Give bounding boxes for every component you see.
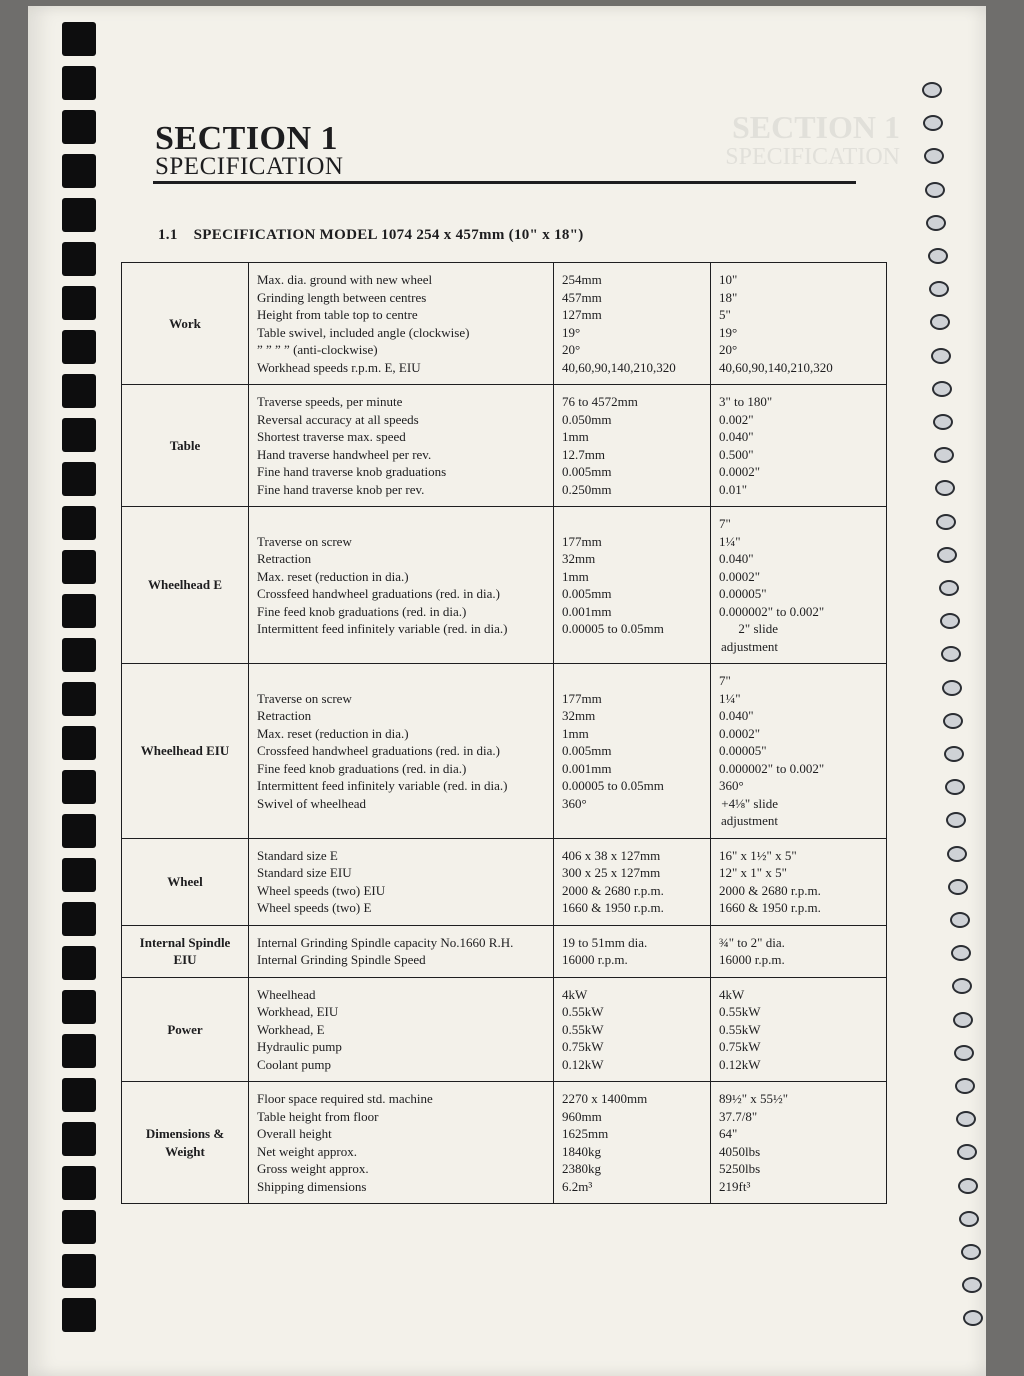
binding-ring	[939, 580, 959, 596]
binding-ring	[925, 182, 945, 198]
spec-item: Reversal accuracy at all speeds	[257, 411, 419, 427]
binding-slot	[62, 462, 96, 496]
spec-metric-value: 254mm	[562, 272, 602, 287]
spec-items-cell	[249, 507, 554, 664]
binding-slot	[62, 1122, 96, 1156]
spec-section-row	[122, 838, 887, 925]
binding-slot	[62, 858, 96, 892]
spec-imperial-value: 0.75kW	[719, 1039, 761, 1054]
spec-metric-value: 360°	[562, 795, 587, 811]
binding-ring	[937, 547, 957, 563]
spec-metric-value: 406 x 38 x 127mm	[562, 847, 661, 863]
spec-items-cell	[249, 263, 554, 385]
spec-item: Intermittent feed infinitely variable (red. in dia.)	[257, 778, 508, 793]
show-through-text	[690, 109, 900, 172]
spec-metric-cell	[554, 925, 711, 977]
spec-item: Internal Grinding Spindle Speed	[257, 952, 426, 967]
spec-imperial-value: 64"	[719, 1126, 738, 1141]
spec-metric-value: 300 x 25 x 127mm	[562, 865, 661, 880]
spec-item: Fine hand traverse knob graduations	[257, 464, 447, 479]
spec-metric-value: 1660 & 1950 r.p.m.	[562, 900, 664, 915]
binding-slot	[62, 22, 96, 56]
spec-imperial-value: 0.040"	[719, 551, 754, 566]
spec-item: Swivel of wheelhead	[257, 795, 367, 811]
spec-imperial-cell	[711, 507, 887, 664]
spec-imperial-value: 4050lbs	[719, 1143, 761, 1159]
spec-imperial-value: 0.0002"	[719, 464, 761, 479]
binding-slot	[62, 682, 96, 716]
binding-ring	[932, 381, 952, 397]
spec-imperial-value: 0.00005"	[719, 743, 767, 758]
binding-ring	[933, 414, 953, 430]
spec-category: Wheel	[122, 838, 249, 925]
spec-imperial-cell	[711, 263, 887, 385]
binding-ring	[930, 314, 950, 330]
binding-ring	[929, 281, 949, 297]
spec-imperial-value: 1660 & 1950 r.p.m.	[719, 900, 821, 915]
spec-imperial-value: 5"	[719, 307, 731, 322]
spec-section-row	[122, 977, 887, 1082]
binding-slot	[62, 66, 96, 100]
title-divider	[153, 181, 856, 184]
spec-metric-value: 1mm	[562, 725, 589, 741]
spec-category: Table	[122, 385, 249, 507]
spec-item: Height from table top to centre	[257, 307, 418, 322]
ghost-section-title: SECTION 1	[731, 109, 900, 145]
spec-imperial-value: ¾" to 2" dia.	[719, 934, 785, 950]
binding-ring	[951, 945, 971, 961]
spec-imperial-value: 20°	[719, 342, 738, 357]
spec-metric-value: 2270 x 1400mm	[562, 1091, 648, 1106]
spec-heading	[158, 227, 584, 244]
binding-ring	[954, 1045, 974, 1061]
binding-ring	[952, 978, 972, 994]
binding-slot	[62, 726, 96, 760]
binding-slot	[62, 594, 96, 628]
spec-category: Wheelhead EIU	[122, 664, 249, 839]
spec-heading-number: 1.1	[158, 227, 178, 243]
spec-imperial-value: 16000 r.p.m.	[719, 952, 785, 967]
binding-ring	[955, 1078, 975, 1094]
spec-imperial-value: 0.12kW	[719, 1056, 761, 1072]
spec-imperial-value: 360°	[719, 778, 744, 793]
binding-ring	[943, 713, 963, 729]
binding-ring	[928, 248, 948, 264]
binding-slot	[62, 550, 96, 584]
binding-ring	[935, 480, 955, 496]
spec-imperial-value: 0.0002"	[719, 725, 761, 741]
spec-item: Max. dia. ground with new wheel	[257, 272, 433, 287]
spec-metric-value: 0.12kW	[562, 1056, 604, 1072]
slide-adjustment-note: 2" slide adjustment	[720, 621, 778, 654]
spec-item: Traverse on screw	[257, 533, 352, 549]
spec-imperial-value: 89½" x 55½"	[719, 1091, 789, 1106]
spec-item: Net weight approx.	[257, 1143, 358, 1159]
spec-imperial-value: 5250lbs	[719, 1161, 761, 1176]
spec-items-cell	[249, 385, 554, 507]
spec-item: Hand traverse handwheel per rev.	[257, 446, 432, 462]
binding-ring	[942, 680, 962, 696]
spec-category: Work	[122, 263, 249, 385]
spec-imperial-value: 0.55kW	[719, 1004, 761, 1019]
spec-item: Workhead, E	[257, 1021, 325, 1037]
binding-ring	[961, 1244, 981, 1260]
binding-slot	[62, 418, 96, 452]
spec-imperial-cell	[711, 838, 887, 925]
spec-category: Dimensions & Weight	[122, 1082, 249, 1204]
spec-item: Workhead, EIU	[257, 1004, 339, 1019]
binding-slot	[62, 1210, 96, 1244]
ghost-subtitle: SPECIFICATION	[725, 144, 900, 170]
spec-item: Crossfeed handwheel graduations (red. in dia.)	[257, 743, 500, 758]
spec-metric-cell	[554, 263, 711, 385]
spec-item: Wheel speeds (two) E	[257, 900, 372, 915]
spec-imperial-value: 16" x 1½" x 5"	[719, 847, 797, 863]
spec-metric-value: 457mm	[562, 289, 602, 305]
spec-imperial-value: 0.500"	[719, 446, 754, 462]
spec-metric-cell	[554, 1082, 711, 1204]
spec-metric-value: 1mm	[562, 568, 589, 584]
binding-slot	[62, 506, 96, 540]
binding-ring	[956, 1111, 976, 1127]
right-binding-rings	[912, 0, 1024, 1366]
binding-slot	[62, 1298, 96, 1332]
spec-item: Fine hand traverse knob per rev.	[257, 481, 425, 497]
spec-metric-value: 40,60,90,140,210,320	[562, 359, 676, 375]
binding-ring	[950, 912, 970, 928]
spec-imperial-value: 7"	[719, 516, 731, 531]
spec-item: Fine feed knob graduations (red. in dia.)	[257, 603, 467, 619]
binding-slot	[62, 1166, 96, 1200]
spec-imperial-value: 2000 & 2680 r.p.m.	[719, 882, 821, 898]
spec-item: Standard size EIU	[257, 865, 352, 880]
spec-metric-cell	[554, 977, 711, 1082]
spec-section-row	[122, 263, 887, 385]
spec-metric-value: 19°	[562, 324, 581, 340]
left-binding-comb	[0, 0, 100, 1366]
binding-slot	[62, 1034, 96, 1068]
binding-ring	[958, 1178, 978, 1194]
spec-metric-value: 0.005mm	[562, 464, 612, 479]
spec-items-cell	[249, 1082, 554, 1204]
spec-item: Overall height	[257, 1126, 332, 1141]
spec-item: Shipping dimensions	[257, 1178, 367, 1194]
spec-metric-value: 1625mm	[562, 1126, 609, 1141]
binding-slot	[62, 990, 96, 1024]
spec-item: Hydraulic pump	[257, 1039, 342, 1054]
slide-adjustment-note: +4⅛" slide adjustment	[720, 795, 778, 828]
page-subtitle: SPECIFICATION	[155, 153, 344, 180]
spec-metric-value: 16000 r.p.m.	[562, 952, 628, 967]
binding-ring	[946, 812, 966, 828]
binding-ring	[962, 1277, 982, 1293]
spec-item: Coolant pump	[257, 1056, 332, 1072]
binding-slot	[62, 638, 96, 672]
spec-item: Intermittent feed infinitely variable (red. in dia.)	[257, 621, 508, 636]
spec-metric-value: 1mm	[562, 429, 589, 444]
spec-metric-value: 32mm	[562, 551, 596, 566]
spec-imperial-value: 219ft³	[719, 1178, 751, 1194]
spec-category: Wheelhead E	[122, 507, 249, 664]
spec-imperial-cell	[711, 925, 887, 977]
spec-metric-value: 2380kg	[562, 1161, 601, 1176]
spec-metric-value: 960mm	[562, 1108, 602, 1124]
binding-ring	[940, 613, 960, 629]
spec-metric-value: 4kW	[562, 986, 588, 1002]
spec-item: Internal Grinding Spindle capacity No.1660 R.H.	[257, 934, 514, 950]
binding-slot	[62, 154, 96, 188]
spec-imperial-value: 0.01"	[719, 481, 748, 497]
binding-ring	[941, 646, 961, 662]
spec-items-cell	[249, 838, 554, 925]
spec-items-cell	[249, 664, 554, 839]
spec-items-cell	[249, 977, 554, 1082]
spec-item: Standard size E	[257, 847, 338, 863]
spec-metric-value: 32mm	[562, 708, 596, 723]
spec-imperial-value: 37.7/8"	[719, 1108, 758, 1124]
binding-ring	[924, 148, 944, 164]
spec-imperial-value: 0.55kW	[719, 1021, 761, 1037]
spec-metric-value: 1840kg	[562, 1143, 601, 1159]
binding-slot	[62, 814, 96, 848]
binding-slot	[62, 902, 96, 936]
spec-metric-value: 0.005mm	[562, 586, 612, 601]
spec-imperial-value: 0.00005"	[719, 586, 767, 601]
spec-metric-value: 0.55kW	[562, 1021, 604, 1037]
spec-metric-value: 177mm	[562, 690, 602, 706]
binding-ring	[947, 846, 967, 862]
spec-section-row	[122, 1082, 887, 1204]
spec-imperial-value: 3" to 180"	[719, 394, 773, 409]
spec-item: Grinding length between centres	[257, 289, 427, 305]
spec-metric-value: 76 to 4572mm	[562, 394, 638, 409]
binding-ring	[931, 348, 951, 364]
binding-slot	[62, 1078, 96, 1112]
spec-item: Retraction	[257, 551, 312, 566]
spec-metric-value: 0.75kW	[562, 1039, 604, 1054]
spec-metric-value: 0.00005 to 0.05mm	[562, 621, 664, 636]
spec-item: Max. reset (reduction in dia.)	[257, 725, 409, 741]
spec-section-row	[122, 385, 887, 507]
spec-section-row	[122, 664, 887, 839]
spec-metric-value: 19 to 51mm dia.	[562, 934, 648, 950]
spec-item: Table swivel, included angle (clockwise)	[257, 324, 470, 340]
spec-metric-value: 2000 & 2680 r.p.m.	[562, 882, 664, 898]
spec-imperial-value: 19°	[719, 324, 738, 340]
spec-imperial-cell	[711, 1082, 887, 1204]
spec-item: Floor space required std. machine	[257, 1091, 433, 1106]
spec-imperial-value: 40,60,90,140,210,320	[719, 359, 833, 375]
spec-imperial-cell	[711, 977, 887, 1082]
spec-metric-value: 12.7mm	[562, 446, 605, 462]
spec-metric-value: 0.250mm	[562, 481, 612, 497]
spec-item: Fine feed knob graduations (red. in dia.)	[257, 760, 467, 776]
spec-imperial-value: 10"	[719, 272, 738, 287]
spec-imperial-value: 18"	[719, 289, 738, 305]
spec-metric-cell	[554, 385, 711, 507]
binding-slot	[62, 242, 96, 276]
spec-metric-value: 0.001mm	[562, 603, 612, 619]
spec-metric-cell	[554, 838, 711, 925]
binding-slot	[62, 198, 96, 232]
binding-ring	[934, 447, 954, 463]
spec-items-cell	[249, 925, 554, 977]
spec-metric-cell	[554, 507, 711, 664]
binding-ring	[923, 115, 943, 131]
spec-section-row	[122, 507, 887, 664]
spec-section-row	[122, 925, 887, 977]
spec-imperial-value: 1¼"	[719, 533, 741, 549]
binding-slot	[62, 770, 96, 804]
binding-ring	[953, 1012, 973, 1028]
specification-table	[121, 262, 887, 1204]
spec-imperial-value: 4kW	[719, 986, 745, 1002]
spec-metric-value: 127mm	[562, 307, 602, 322]
spec-item: Crossfeed handwheel graduations (red. in dia.)	[257, 586, 500, 601]
binding-ring	[957, 1144, 977, 1160]
binding-ring	[948, 879, 968, 895]
spec-item: Wheel speeds (two) EIU	[257, 882, 386, 898]
binding-ring	[963, 1310, 983, 1326]
spec-imperial-value: 0.000002" to 0.002"	[719, 760, 825, 776]
spec-imperial-value: 0.040"	[719, 708, 754, 723]
spec-item: Traverse speeds, per minute	[257, 394, 403, 409]
page-title: SECTION 1	[155, 120, 339, 157]
spec-item: Wheelhead	[257, 986, 316, 1002]
spec-imperial-value: 0.0002"	[719, 568, 761, 584]
spec-item: Retraction	[257, 708, 312, 723]
binding-ring	[945, 779, 965, 795]
binding-ring	[959, 1211, 979, 1227]
binding-slot	[62, 286, 96, 320]
spec-metric-value: 0.001mm	[562, 760, 612, 776]
binding-slot	[62, 946, 96, 980]
spec-imperial-value: 1¼"	[719, 690, 741, 706]
spec-item: Traverse on screw	[257, 690, 352, 706]
spec-category: Power	[122, 977, 249, 1082]
spec-imperial-value: 0.040"	[719, 429, 754, 444]
spec-metric-value: 0.005mm	[562, 743, 612, 758]
spec-item: Gross weight approx.	[257, 1161, 369, 1176]
binding-ring	[926, 215, 946, 231]
spec-item: Max. reset (reduction in dia.)	[257, 568, 409, 584]
binding-slot	[62, 374, 96, 408]
spec-category: Internal Spindle EIU	[122, 925, 249, 977]
spec-metric-value: 177mm	[562, 533, 602, 549]
spec-imperial-value: 12" x 1" x 5"	[719, 865, 787, 880]
spec-item: Shortest traverse max. speed	[257, 429, 406, 444]
spec-imperial-cell	[711, 385, 887, 507]
binding-ring	[936, 514, 956, 530]
spec-imperial-cell	[711, 664, 887, 839]
spec-imperial-value: 7"	[719, 673, 731, 688]
spec-metric-cell	[554, 664, 711, 839]
spec-metric-value: 0.050mm	[562, 411, 612, 427]
binding-ring	[944, 746, 964, 762]
spec-imperial-value: 0.002"	[719, 411, 754, 427]
spec-metric-value: 0.00005 to 0.05mm	[562, 778, 664, 793]
binding-slot	[62, 110, 96, 144]
spec-heading-text: SPECIFICATION MODEL 1074 254 x 457mm (10" x 18")	[193, 227, 584, 243]
spec-imperial-value: 0.000002" to 0.002"	[719, 603, 825, 619]
spec-item: Table height from floor	[257, 1108, 379, 1124]
spec-metric-value: 6.2m³	[562, 1178, 593, 1194]
spec-item: ” ” ” ” (anti-clockwise)	[257, 342, 378, 357]
spec-metric-value: 0.55kW	[562, 1004, 604, 1019]
binding-ring	[922, 82, 942, 98]
spec-metric-value: 20°	[562, 342, 581, 357]
binding-slot	[62, 1254, 96, 1288]
binding-slot	[62, 330, 96, 364]
spec-item: Workhead speeds r.p.m. E, EIU	[257, 359, 421, 375]
